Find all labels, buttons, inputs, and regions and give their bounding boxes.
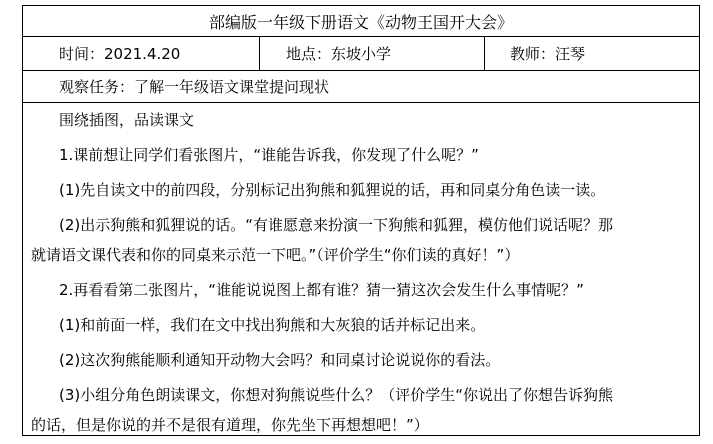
meta-row [23, 37, 699, 71]
title-row [23, 6, 699, 37]
lesson-body [23, 103, 699, 435]
paragraph-line: 就请语文课代表和你的同桌来示范一下吧。”（评价学生“你们读的真好！”） [31, 246, 520, 264]
divider [484, 37, 485, 70]
paragraph-line: 1.课前想让同学们看张图片，“谁能告诉我，你发现了什么呢？” [59, 146, 479, 164]
paragraph-line: (2)这次狗熊能顺利通知开动物大会吗？和同桌讨论说说你的看法。 [59, 351, 501, 369]
paragraph-line: (1)和前面一样，我们在文中找出狗熊和大灰狼的话并标记出来。 [59, 316, 486, 334]
teacher-cell: 教师：汪琴 [510, 45, 586, 63]
time-cell: 时间：2021.4.20 [59, 45, 181, 63]
lesson-record-table [22, 5, 700, 436]
divider [259, 37, 260, 70]
paragraph-line: 的话，但是你说的并不是很有道理，你先坐下再想想吧！”） [31, 416, 429, 434]
section-heading: 围绕插图，品读课文 [59, 111, 195, 129]
paragraph-line: 2.再看看第二张图片，“谁能说说图上都有谁？猜一猜这次会发生什么事情呢？” [59, 281, 584, 299]
paragraph-line: (2)出示狗熊和狐狸说的话。“有谁愿意来扮演一下狗熊和狐狸，模仿他们说话呢？那 [59, 216, 614, 234]
paragraph-line: (3)小组分角色朗读课文，你想对狗熊说些什么？（评价学生“你说出了你想告诉狗熊 [59, 386, 614, 404]
task-row [23, 71, 699, 103]
place-cell: 地点：东坡小学 [286, 45, 392, 63]
paragraph-line: (1)先自读文中的前四段，分别标记出狗熊和狐狸说的话，再和同桌分角色读一读。 [59, 181, 606, 199]
observation-task: 观察任务：了解一年级语文课堂提问现状 [59, 78, 330, 96]
page-title: 部编版一年级下册语文《动物王国开大会》 [208, 12, 513, 32]
